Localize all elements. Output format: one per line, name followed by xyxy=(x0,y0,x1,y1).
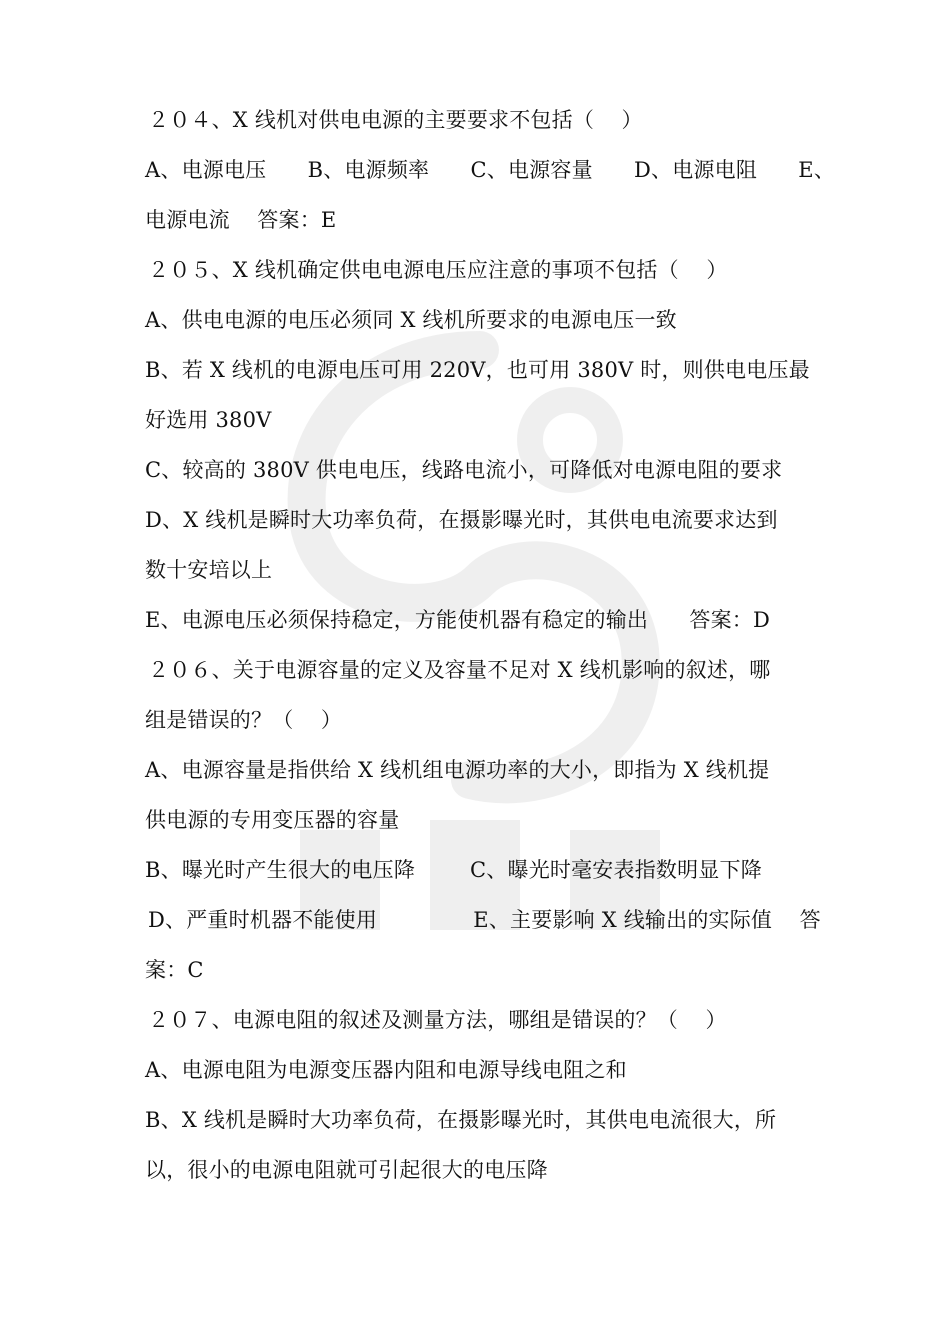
question-206-title: ２０６、关于电源容量的定义及容量不足对 X 线机影响的叙述，哪 xyxy=(148,658,771,682)
question-204-title: ２０４、X 线机对供电电源的主要要求不包括（ ） xyxy=(148,108,643,132)
question-205-option-d-cont: 数十安培以上 xyxy=(145,558,273,582)
question-205-option-e-answer: E、电源电压必须保持稳定，方能使机器有稳定的输出 答案：D xyxy=(145,608,771,632)
question-207-option-b-cont: 以，很小的电源电阻就可引起很大的电压降 xyxy=(145,1158,548,1182)
question-205-option-b-cont: 好选用 380V xyxy=(145,408,272,432)
question-207-option-a: A、电源电阻为电源变压器内阻和电源导线电阻之和 xyxy=(145,1058,627,1082)
question-206-options-b-c: B、曝光时产生很大的电压降 C、曝光时毫安表指数明显下降 xyxy=(145,858,762,882)
question-204-answer: 电源电流 答案：E xyxy=(145,208,337,232)
question-206-title-cont: 组是错误的？（ ） xyxy=(145,708,343,732)
question-205-option-b: B、若 X 线机的电源电压可用 220V，也可用 380V 时，则供电电压最 xyxy=(145,358,810,382)
question-204-options: A、电源电压 B、电源频率 C、电源容量 D、电源电阻 E、 xyxy=(145,158,836,182)
question-206-options-d-e: D、严重时机器不能使用 E、主要影响 X 线输出的实际值 答 xyxy=(148,908,821,932)
question-205-option-c: C、较高的 380V 供电电压，线路电流小，可降低对电源电阻的要求 xyxy=(145,458,783,482)
question-205-option-a: A、供电电源的电压必须同 X 线机所要求的电源电压一致 xyxy=(145,308,677,332)
question-205-title: ２０５、X 线机确定供电电源电压应注意的事项不包括（ ） xyxy=(148,258,728,282)
question-206-option-a: A、电源容量是指供给 X 线机组电源功率的大小，即指为 X 线机提 xyxy=(145,758,770,782)
question-206-option-a-cont: 供电源的专用变压器的容量 xyxy=(145,808,400,832)
question-207-title: ２０７、电源电阻的叙述及测量方法，哪组是错误的？（ ） xyxy=(148,1008,727,1032)
question-206-answer: 案：C xyxy=(145,958,204,982)
question-205-option-d: D、X 线机是瞬时大功率负荷，在摄影曝光时，其供电电流要求达到 xyxy=(145,508,778,532)
question-207-option-b: B、X 线机是瞬时大功率负荷，在摄影曝光时，其供电电流很大，所 xyxy=(145,1108,777,1132)
